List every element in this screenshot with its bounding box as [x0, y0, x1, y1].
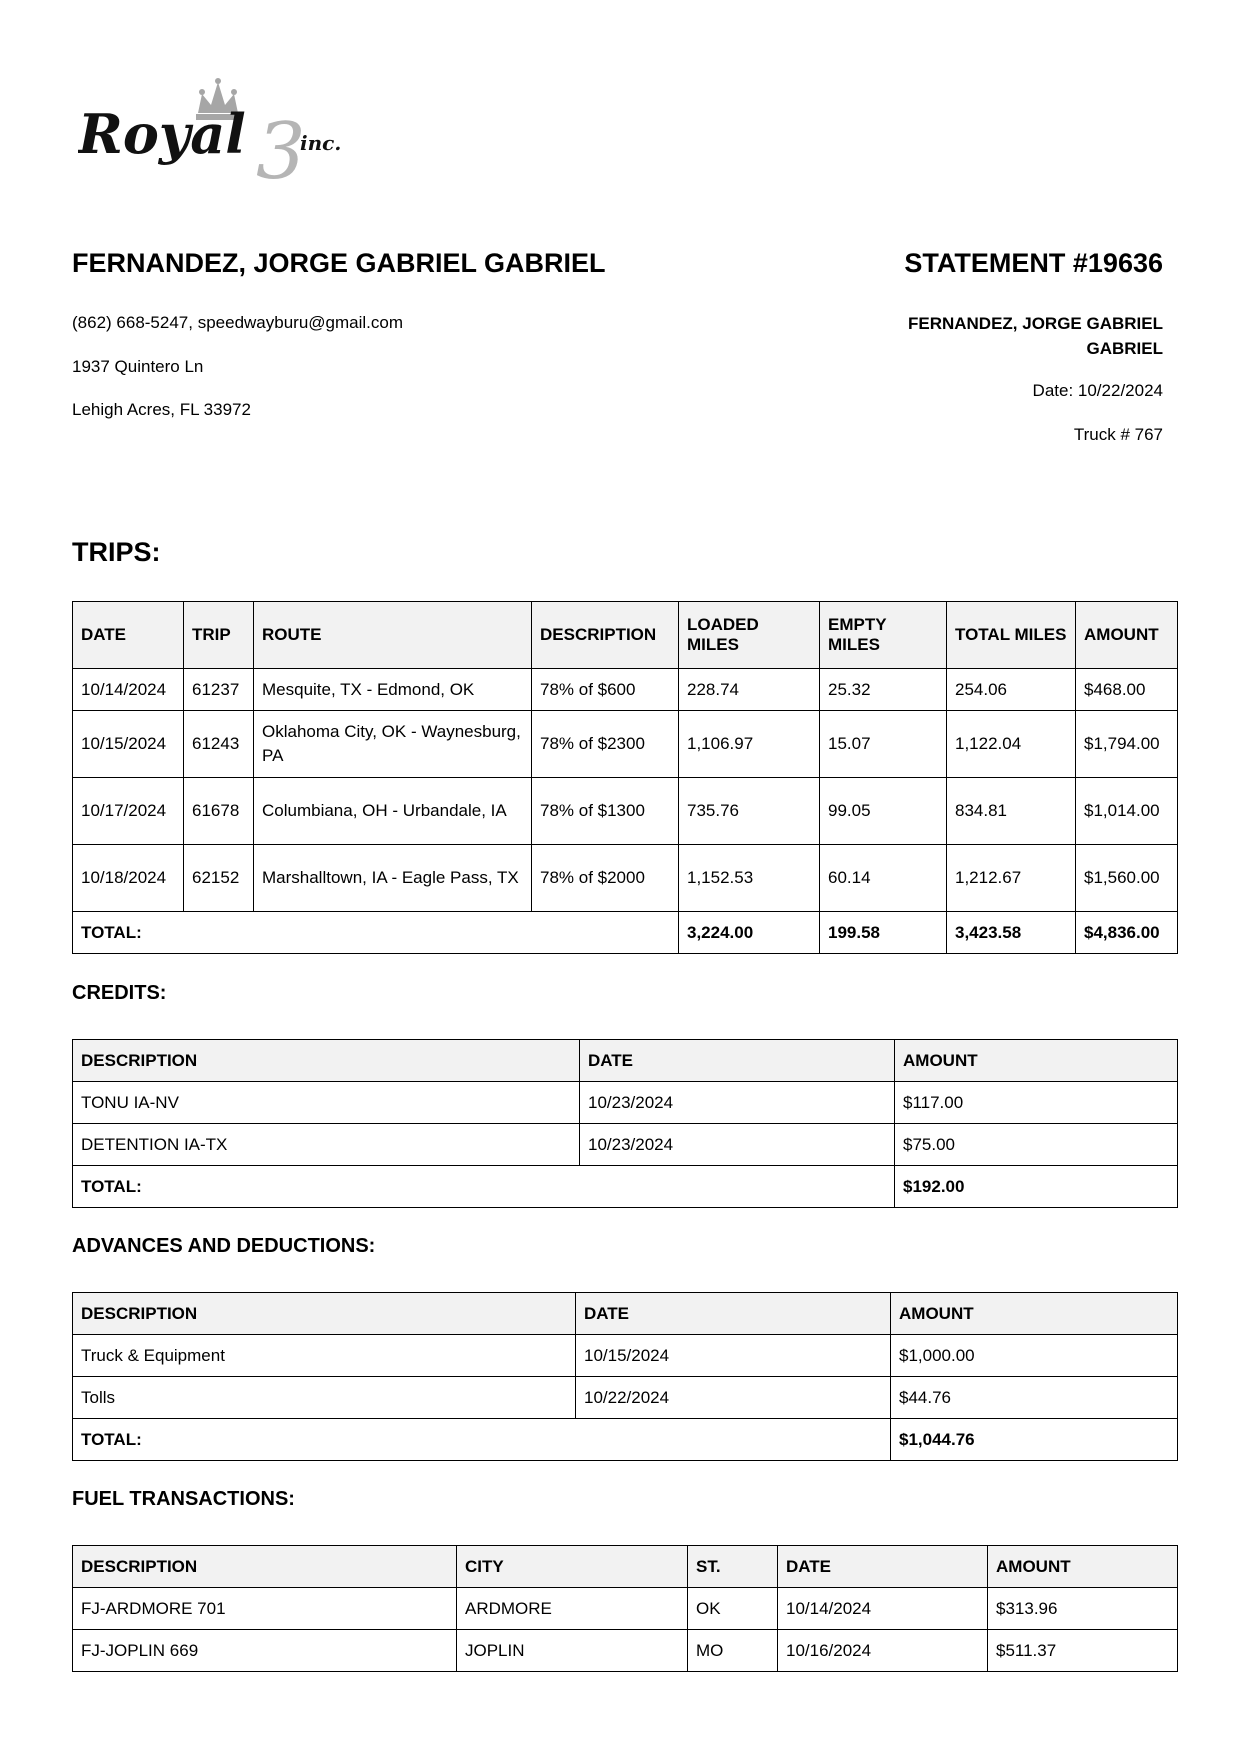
table-row — [73, 1082, 1178, 1124]
total-miles: 3,423.58 — [947, 912, 1076, 954]
trip-date: 10/14/2024 — [73, 669, 184, 711]
col-empty-miles: EMPTY MILES — [820, 602, 947, 669]
fuel-description: FJ-JOPLIN 669 — [73, 1630, 457, 1672]
trip-number: 62152 — [184, 845, 254, 912]
trip-total-miles: 254.06 — [947, 669, 1076, 711]
col-date: DATE — [580, 1040, 895, 1082]
trip-empty-miles: 25.32 — [820, 669, 947, 711]
deductions-title: ADVANCES AND DEDUCTIONS: — [72, 1235, 376, 1257]
trips-table — [72, 601, 1178, 954]
trip-amount: $1,560.00 — [1076, 845, 1178, 912]
table-row — [73, 778, 1178, 845]
trip-total-miles: 1,212.67 — [947, 845, 1076, 912]
col-amount: AMOUNT — [891, 1293, 1178, 1335]
table-row — [73, 711, 1178, 778]
trips-title: TRIPS: — [72, 537, 161, 567]
col-description: DESCRIPTION — [532, 602, 679, 669]
trip-route: Marshalltown, IA - Eagle Pass, TX — [254, 845, 532, 912]
fuel-title: FUEL TRANSACTIONS: — [72, 1488, 295, 1510]
credits-total-row — [73, 1166, 1178, 1208]
trip-loaded-miles: 1,106.97 — [679, 711, 820, 778]
table-row — [73, 669, 1178, 711]
trip-amount: $1,014.00 — [1076, 778, 1178, 845]
trips-total-row — [73, 912, 1178, 954]
trip-number: 61237 — [184, 669, 254, 711]
statement-truck: Truck # 767 — [1073, 425, 1163, 444]
trip-date: 10/18/2024 — [73, 845, 184, 912]
credit-description: TONU IA-NV — [73, 1082, 580, 1124]
col-date: DATE — [73, 602, 184, 669]
trip-empty-miles: 60.14 — [820, 845, 947, 912]
credit-amount: $117.00 — [895, 1082, 1178, 1124]
driver-address-line2: Lehigh Acres, FL 33972 — [72, 400, 251, 419]
total-empty-miles: 199.58 — [820, 912, 947, 954]
col-city: CITY — [457, 1546, 688, 1588]
col-date: DATE — [576, 1293, 891, 1335]
trip-description: 78% of $600 — [532, 669, 679, 711]
col-total-miles: TOTAL MILES — [947, 602, 1076, 669]
fuel-city: ARDMORE — [457, 1588, 688, 1630]
col-date: DATE — [778, 1546, 988, 1588]
logo-suffix: inc. — [300, 131, 342, 155]
trip-date: 10/17/2024 — [73, 778, 184, 845]
table-row — [73, 1124, 1178, 1166]
statement-driver-name: FERNANDEZ, JORGE GABRIEL GABRIEL — [907, 314, 1163, 358]
credit-date: 10/23/2024 — [580, 1124, 895, 1166]
trip-description: 78% of $1300 — [532, 778, 679, 845]
trip-loaded-miles: 735.76 — [679, 778, 820, 845]
fuel-header-row — [73, 1546, 1178, 1588]
total-label: TOTAL: — [73, 1166, 895, 1208]
total-label: TOTAL: — [73, 1419, 891, 1461]
deduction-description: Tolls — [73, 1377, 576, 1419]
fuel-description: FJ-ARDMORE 701 — [73, 1588, 457, 1630]
table-row — [73, 845, 1178, 912]
trip-route: Mesquite, TX - Edmond, OK — [254, 669, 532, 711]
driver-address-line1: 1937 Quintero Ln — [72, 357, 204, 376]
trip-loaded-miles: 1,152.53 — [679, 845, 820, 912]
table-row — [73, 1335, 1178, 1377]
deduction-amount: $1,000.00 — [891, 1335, 1178, 1377]
col-amount: AMOUNT — [988, 1546, 1178, 1588]
fuel-amount: $313.96 — [988, 1588, 1178, 1630]
col-trip: TRIP — [184, 602, 254, 669]
statement-title: STATEMENT #19636 — [904, 248, 1163, 278]
statement-date: Date: 10/22/2024 — [1032, 381, 1163, 400]
total-amount: $192.00 — [895, 1166, 1178, 1208]
deduction-date: 10/22/2024 — [576, 1377, 891, 1419]
col-description: DESCRIPTION — [73, 1293, 576, 1335]
fuel-amount: $511.37 — [988, 1630, 1178, 1672]
trip-route: Oklahoma City, OK - Waynesburg, PA — [254, 711, 532, 778]
col-amount: AMOUNT — [1076, 602, 1178, 669]
company-logo — [78, 78, 398, 193]
driver-name: FERNANDEZ, JORGE GABRIEL GABRIEL — [72, 248, 606, 278]
trip-empty-miles: 15.07 — [820, 711, 947, 778]
deduction-amount: $44.76 — [891, 1377, 1178, 1419]
deduction-description: Truck & Equipment — [73, 1335, 576, 1377]
logo-wordmark: Royal — [78, 102, 246, 166]
table-row — [73, 1377, 1178, 1419]
trip-description: 78% of $2000 — [532, 845, 679, 912]
trip-loaded-miles: 228.74 — [679, 669, 820, 711]
trip-amount: $468.00 — [1076, 669, 1178, 711]
col-description: DESCRIPTION — [73, 1546, 457, 1588]
trip-number: 61678 — [184, 778, 254, 845]
total-loaded-miles: 3,224.00 — [679, 912, 820, 954]
col-route: ROUTE — [254, 602, 532, 669]
deduction-date: 10/15/2024 — [576, 1335, 891, 1377]
deductions-total-row — [73, 1419, 1178, 1461]
fuel-table — [72, 1545, 1178, 1672]
deductions-table — [72, 1292, 1178, 1461]
fuel-state: OK — [688, 1588, 778, 1630]
credit-description: DETENTION IA-TX — [73, 1124, 580, 1166]
driver-contact: (862) 668-5247, speedwayburu@gmail.com — [72, 313, 403, 332]
col-amount: AMOUNT — [895, 1040, 1178, 1082]
trips-header-row — [73, 602, 1178, 669]
total-amount: $1,044.76 — [891, 1419, 1178, 1461]
royal3-logo-graphic — [78, 78, 398, 193]
table-row — [73, 1588, 1178, 1630]
col-state: ST. — [688, 1546, 778, 1588]
credit-amount: $75.00 — [895, 1124, 1178, 1166]
trip-description: 78% of $2300 — [532, 711, 679, 778]
total-amount: $4,836.00 — [1076, 912, 1178, 954]
deductions-header-row — [73, 1293, 1178, 1335]
trip-date: 10/15/2024 — [73, 711, 184, 778]
fuel-state: MO — [688, 1630, 778, 1672]
credits-header-row — [73, 1040, 1178, 1082]
fuel-date: 10/14/2024 — [778, 1588, 988, 1630]
trip-number: 61243 — [184, 711, 254, 778]
col-loaded-miles: LOADED MILES — [679, 602, 820, 669]
trip-amount: $1,794.00 — [1076, 711, 1178, 778]
credit-date: 10/23/2024 — [580, 1082, 895, 1124]
fuel-date: 10/16/2024 — [778, 1630, 988, 1672]
logo-numeral: 3 — [256, 107, 306, 193]
col-description: DESCRIPTION — [73, 1040, 580, 1082]
trip-empty-miles: 99.05 — [820, 778, 947, 845]
credits-title: CREDITS: — [72, 982, 167, 1004]
fuel-city: JOPLIN — [457, 1630, 688, 1672]
trip-total-miles: 834.81 — [947, 778, 1076, 845]
table-row — [73, 1630, 1178, 1672]
trip-route: Columbiana, OH - Urbandale, IA — [254, 778, 532, 845]
trip-total-miles: 1,122.04 — [947, 711, 1076, 778]
total-label: TOTAL: — [73, 912, 679, 954]
credits-table — [72, 1039, 1178, 1208]
